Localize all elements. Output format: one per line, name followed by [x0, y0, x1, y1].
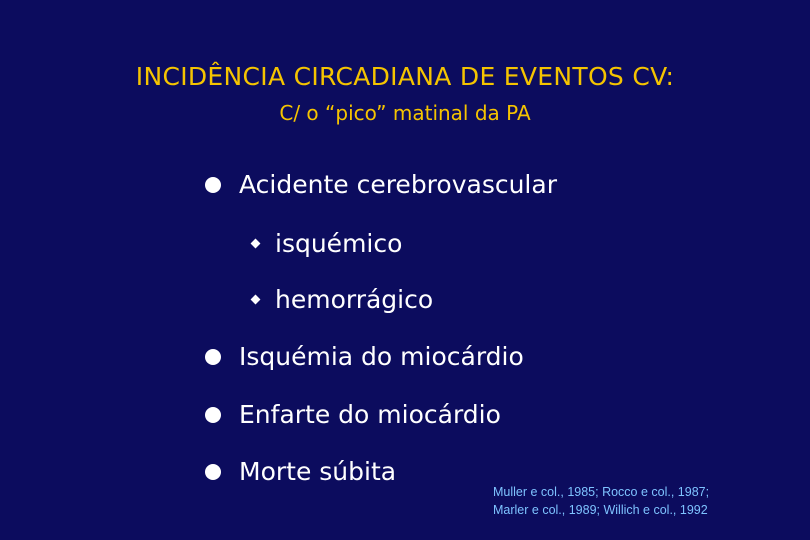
bullet-item	[205, 457, 396, 486]
bullet-item	[205, 400, 501, 429]
sub-bullet-text: isquémico	[275, 229, 403, 258]
bullet-dot-icon	[205, 349, 221, 365]
citation-line: Marler e col., 1989; Willich e col., 1992	[493, 503, 708, 517]
citation-line: Muller e col., 1985; Rocco e col., 1987;	[493, 485, 710, 499]
bullet-text: Isquémia do miocárdio	[239, 342, 524, 371]
slide-subtitle: C/ o “pico” matinal da PA	[279, 101, 531, 125]
bullet-text: Enfarte do miocárdio	[239, 400, 501, 429]
sub-bullet-item	[252, 229, 402, 258]
citation	[493, 483, 709, 519]
bullet-dot-icon	[205, 177, 221, 193]
slide-title: INCIDÊNCIA CIRCADIANA DE EVENTOS CV:	[135, 62, 675, 91]
bullet-text: Morte súbita	[239, 457, 397, 486]
sub-bullet-text: hemorrágico	[275, 285, 434, 314]
bullet-dot-icon	[205, 407, 221, 423]
bullet-dot-icon	[205, 464, 221, 480]
bullet-item	[205, 342, 524, 371]
bullet-text: Acidente cerebrovascular	[239, 170, 557, 199]
bullet-item	[205, 170, 557, 199]
diamond-bullet-icon	[251, 295, 261, 305]
sub-bullet-item	[252, 285, 433, 314]
diamond-bullet-icon	[251, 239, 261, 249]
